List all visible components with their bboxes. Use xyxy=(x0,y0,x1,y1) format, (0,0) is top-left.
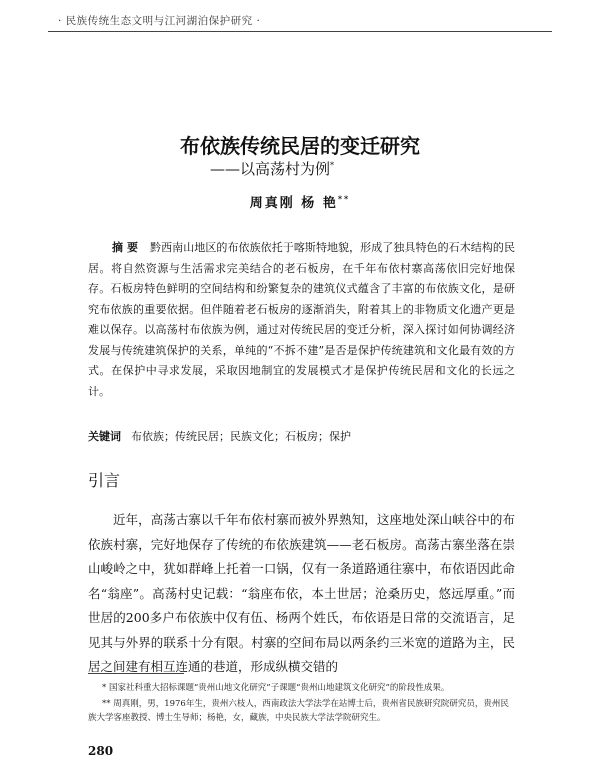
footnotes xyxy=(88,681,515,727)
footnote-2: ** 周真刚，男，1976年生，贵州六枝人，西南政法大学法学在站博士后，贵州省民族研究院研究员，贵州民族大学客座教授、博士生导师；杨艳，女，藏族，中央民族大学法学院研究生。 xyxy=(88,699,509,723)
subtitle-footnote-marker: * xyxy=(330,161,335,170)
article-authors xyxy=(0,192,600,211)
authors-footnote-marker: ** xyxy=(337,193,351,204)
article-subtitle xyxy=(210,158,334,179)
page-number: 280 xyxy=(88,744,114,758)
subtitle-text: ——以高荡村为例 xyxy=(210,160,331,178)
keywords-text: 布依族；传统民居；民族文化；石板房；保护 xyxy=(131,430,351,443)
abstract-label: 摘 要 xyxy=(112,241,139,254)
running-header: · 民族传统生态文明与江河湖泊保护研究 · xyxy=(58,15,261,27)
abstract xyxy=(88,238,515,402)
keywords-label: 关键词 xyxy=(88,430,121,443)
footnote-divider xyxy=(88,673,184,674)
article-title: 布依族传统民居的变迁研究 xyxy=(180,134,420,158)
keywords xyxy=(88,428,351,444)
section-heading: 引言 xyxy=(88,471,121,490)
body-paragraph: 近年，高荡古寨以千年布依村寨而被外界熟知，这座地处深山峡谷中的布依族村寨，完好地保存了传统的布依族建筑——老石板房。高荡古寨坐落在崇山峻岭之中，犹如群峰上托着一口锅，仅有一条道路通往寨中，布依语因此命名“翁座”。高荡村史记载：“翁座布依，本土世居；沧桑历史，悠远厚重。”而世居的200多户布依族中仅有伍、杨两个姓氏，布依语是日常的交流语言，足见其与外界的联系十分有限。村寨的空间布局以两条约三米宽的道路为主，民居之间建有相互连通的巷道，形成纵横交错的 xyxy=(88,512,515,674)
footnote-1: * 国家社科重大招标课题“贵州山地文化研究”子课题“贵州山地建筑文化研究”的阶段性成果。 xyxy=(102,683,450,693)
authors-text: 周真刚 杨 艳 xyxy=(249,196,338,211)
abstract-text: 黔西南山地区的布依族依托于喀斯特地貌，形成了独具特色的石木结构的民居。将自然资源与生活需求完美结合的老石板房，在千年布依村寨高荡依旧完好地保存。石板房特色鲜明的空间结构和纷繁复杂的建筑仪式蕴含了丰富的布依族文化，是研究布依族的重要依据。但伴随着老石板房的逐渐消失，附着其上的非物质文化遗产更是难以保存。以高荡村布依族为例，通过对传统民居的变迁分析，深入探讨如何协调经济发展与传统建筑保护的关系，单纯的“不拆不建”是否是保护传统建筑和文化最有效的方式。在保护中寻求发展，采取因地制宜的发展模式才是保护传统民居和文化的长远之计。 xyxy=(88,241,515,398)
header-divider xyxy=(48,31,552,32)
